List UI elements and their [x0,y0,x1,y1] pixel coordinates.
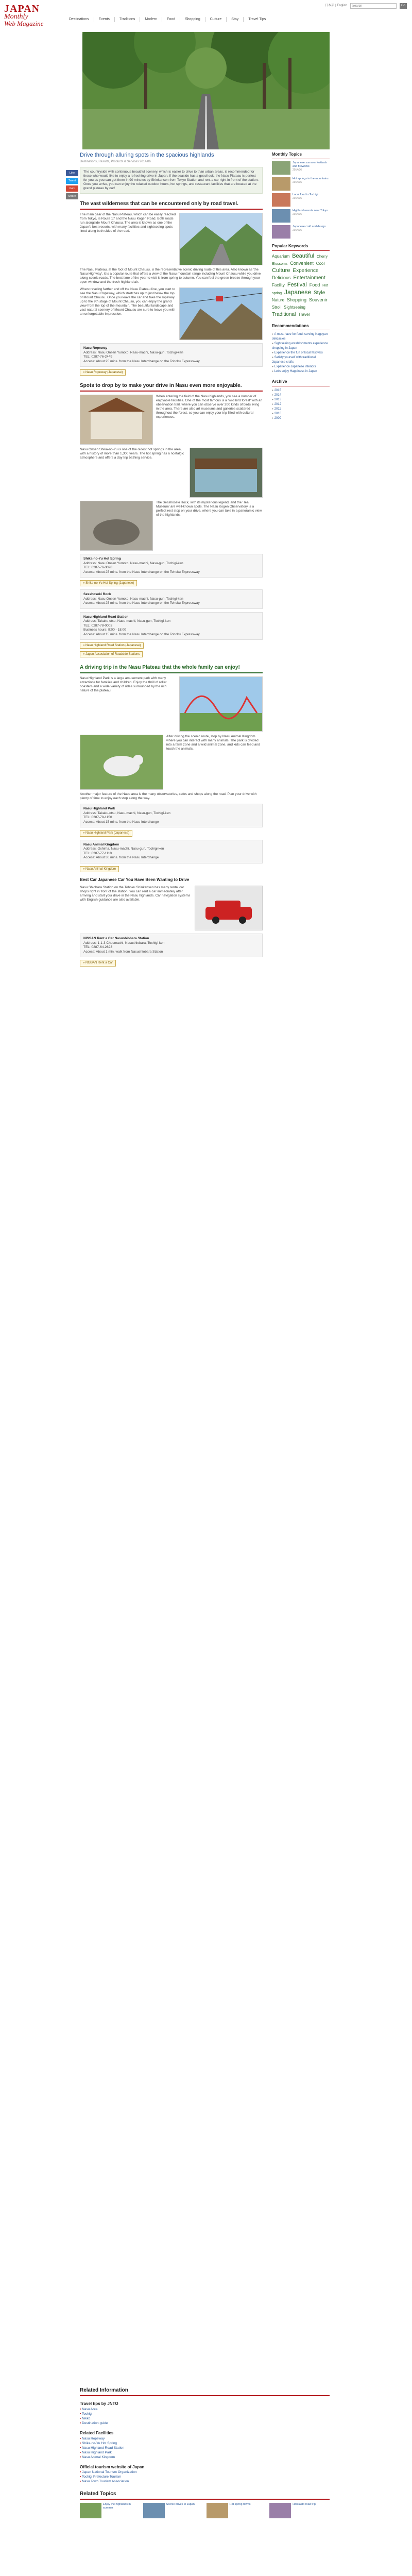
topic-item[interactable] [272,225,330,239]
info-line: Access: About 15 mins. from the Nasu Interchange [83,820,159,824]
article-intro: The countryside with continuous beautiful scenery, which is easier to drive to than urban areas, is recommended for those who would like to enjoy a refreshing drive in Japan. If the seaside has a good look, the Nasu Plateau is perfect for you as you can get there in 90 minutes by Shinkansen from Tokyo Station and rent a car right in front of the station. Once you arrive, you can enjoy the relaxed outdoor hours, hot springs, and restaurant facilities that are located at the grand plateau by car! [80,167,263,194]
related-link[interactable]: ▪ Nasu Highland Road Station [80,2446,330,2450]
keyword-link[interactable]: Festival [287,281,307,288]
topic-date: 2014/06 [293,196,302,200]
section-row [80,676,263,732]
search-input[interactable] [350,3,397,9]
tweet-button[interactable]: Tweet [66,178,78,184]
related-link[interactable]: ▪ Nasu Highland Park [80,2450,330,2455]
keyword-link[interactable]: Food [309,282,320,287]
logo-line-2: Monthly [4,13,28,21]
related-information [80,2380,330,2518]
info-line: Address: Takaku-otsu, Nasu-machi, Nasu-gun, Tochigi-ken [83,619,170,623]
info-line: Business hours: 9:00 - 18:00 [83,628,126,632]
recommendation-list [272,332,330,374]
related-topic-card[interactable] [143,2503,203,2518]
photo-highland-park [179,676,263,732]
topic-item[interactable] [272,193,330,207]
keyword-link[interactable]: Convenient [290,260,314,266]
photo-mountain-road [179,213,263,265]
related-topics [80,2503,330,2518]
topic-title: Enjoy the highlands in summer [103,2503,131,2510]
recommendation-link[interactable]: ▸ Experience the fun of local festivals [272,351,330,355]
related-topic-card[interactable] [269,2503,330,2518]
keyword-link[interactable]: Cherry Blossoms [272,255,328,266]
share-button[interactable]: Share [66,193,78,199]
sidebar-heading: Archive [272,379,330,386]
like-button[interactable]: Like [66,170,78,176]
related-link[interactable]: ▪ Nasu Area [80,2407,330,2412]
subsection-heading: Official tourism website of Japan [80,2464,145,2469]
keyword-link[interactable]: Delicious [272,275,291,280]
section-heading: Related Information [80,2387,330,2396]
info-box [80,589,263,609]
subsection-heading: Related Facilities [80,2430,114,2435]
paragraph: After driving the scenic route, stop by Nasu Animal Kingdom where you can interact with many animals. The park is divided into a farm zone and a wild animal zone, and kids can feed and touch the animals. [166,735,260,751]
section-row [80,287,263,340]
keyword-link[interactable]: Travel [298,312,310,317]
subsection-heading: Best Car Japanese Car You Have Been Wanting to Drive [80,877,190,882]
topic-thumbnail [269,2503,291,2518]
photo-ropeway [179,287,263,340]
info-line: Access: About 25 mins. from the Nasu Interchange on the Tohoku Expressway [83,570,200,574]
info-line: Access: About 15 mins. from the Nasu Interchange on the Tohoku Expressway [83,632,200,636]
language-switch[interactable]: 日本語 | English [325,4,347,8]
external-link-button[interactable]: » Nasu Ropeway (Japanese) [80,369,126,376]
info-line: Access: About 30 mins. from the Nasu Interchange [83,856,159,860]
google-plus-button[interactable]: G+1 [66,185,78,192]
info-box [80,554,263,578]
section-row [80,213,263,265]
archive-year-link[interactable]: ▸ 2015 [272,388,330,393]
section-row [80,501,263,551]
keyword-link[interactable]: Shopping [286,297,307,302]
topic-thumbnail [80,2503,101,2518]
paragraph: The Nasu Plateau, at the foot of Mount Chausu, is the representative scenic driving route of this area. Also known as 'the Nasu Highway', it is a popular route that offers a view of the Nasu mountain range including Mount Chausu while you drive along scenic roads. The best time of the year to visit is from spring to autumn. You can feel the green breeze through your open window and the fresh highland air. [80,268,261,284]
keyword-link[interactable]: Japanese [284,288,312,296]
info-name: Nasu Animal Kingdom [83,842,119,846]
keyword-link[interactable]: Facility [272,282,285,287]
paragraph: Nasu Shiobara Station on the Tohoku Shinkansen has many rental car shops right in front of the station. You can rent a car immediately after arriving and start your drive in the Nasu highlands. Car navigation systems with English guidance are also available. [80,886,191,902]
external-link-button[interactable]: » NISSAN Rent a Car [80,960,116,966]
info-line: Address: Nasu Onsen Yumoto, Nasu-machi, Nasu-gun, Tochigi-ken [83,597,183,601]
info-line: Address: Takaku-otsu, Nasu-machi, Nasu-gun, Tochigi-ken [83,811,170,815]
related-link[interactable]: ▪ Tochigi Prefecture Tourism [80,2475,330,2479]
keyword-link[interactable]: Style [314,290,325,296]
recommendation-link[interactable]: ▸ Sightseeing establishments experience shopping in Japan [272,342,330,351]
nav-item[interactable]: Culture [205,17,227,22]
related-link[interactable]: ▪ Nasu Ropeway [80,2436,330,2441]
keyword-link[interactable]: Nature [272,297,285,302]
nav-item[interactable]: Shopping [180,17,205,22]
topic-title: Local food in Tochigi [293,193,318,196]
related-topic-card[interactable] [207,2503,267,2518]
topic-title: Hot springs in the mountains [293,177,329,180]
social-buttons [66,170,78,201]
nav-item[interactable]: Events [94,17,114,22]
nav-item[interactable]: Travel Tips [243,17,270,22]
article-meta: Destinations, Resorts, Products & Services 2014/06 [80,160,151,163]
topic-title: Japanese craft and design [293,225,326,228]
info-box [80,840,263,863]
site-logo[interactable] [4,4,61,27]
external-link-button[interactable]: » Japan Association of Roadside Stations [80,651,143,657]
nav-item[interactable]: Destinations [69,18,89,21]
info-name: Shika-no-Yu Hot Spring [83,557,121,561]
subsection-heading: Travel tips by JNTO [80,2401,118,2406]
info-line: TEL: 0287-76-3098 [83,566,113,570]
info-line: Address: Nasu Onsen Yumoto, Nasu-machi, Nasu-gun, Tochigi-ken [83,350,183,354]
recommendation-link[interactable]: ▸ Let's enjoy Happiness in Japan [272,369,330,374]
related-link[interactable]: ▪ Japan National Tourism Organization [80,2470,330,2475]
external-link-button[interactable]: » Shika-no-Yu Hot Spring (Japanese) [80,580,137,586]
keyword-link[interactable]: Aquarium [272,253,290,259]
related-link[interactable]: ▪ Shika-no-Yu Hot Spring [80,2441,330,2446]
info-line: Address: Oshima, Nasu-machi, Nasu-gun, Tochigi-ken [83,847,164,851]
photo-animal-kingdom [80,735,163,790]
sidebar-heading: Recommendations [272,324,330,331]
keyword-link[interactable]: Stroll [272,304,282,310]
topic-thumbnail [272,193,290,207]
nav-item[interactable]: Stay [226,17,243,22]
info-box [80,934,263,957]
info-line: TEL: 0287-64-2623 [83,945,113,950]
photo-museum [80,395,153,445]
topic-date: 2014/06 [293,180,302,184]
topic-date: 2014/06 [293,212,302,216]
info-box [80,612,263,640]
section-heading: A driving trip in the Nasu Plateau that the whole family can enjoy! [80,665,263,673]
info-line: TEL: 0287-76-2449 [83,355,113,359]
link-list [80,2436,330,2460]
related-link[interactable]: ▪ Nasu Town Tourism Association [80,2479,330,2484]
info-name: Nasu Ropeway [83,346,108,350]
paragraph: Nasu Onsen Shika-no-Yu is one of the oldest hot springs in the area, with a history of more than 1,300 years. The hot spring has a nostalgic atmosphere and offers a day trip bathing service. [80,448,184,460]
link-list [80,2470,330,2484]
topic-title: Hot spring towns [229,2503,251,2506]
topic-thumbnail [272,225,290,239]
hero-image [82,32,330,149]
section-heading: The vast wilderness that can be encountered only by road travel. [80,201,263,210]
section-row [80,395,263,445]
nav-item[interactable]: Food [162,17,180,22]
keyword-link[interactable]: Experience [293,267,319,274]
related-link[interactable]: ▪ Tochigi [80,2412,330,2416]
info-name: Nasu Highland Road Station [83,615,129,619]
sidebar-heading: Monthly Topics [272,152,330,159]
archive-year-link[interactable]: ▸ 2011 [272,407,330,412]
nav-item[interactable]: Traditions [114,17,140,22]
site-header [0,0,412,32]
keyword-link[interactable]: Hot spring [272,283,329,295]
related-link[interactable]: ▪ Nikko [80,2416,330,2421]
archive-year-link[interactable]: ▸ 2009 [272,416,330,421]
topic-title: Hokkaido road trip [293,2503,316,2506]
article [80,152,263,967]
keyword-cloud [272,253,330,318]
topic-title: Highland resorts near Tokyo [293,209,328,212]
info-line: Address: 1-1-3 Chuomachi, Nasushiobara, Tochigi-ken [83,941,165,945]
topic-thumbnail [207,2503,228,2518]
archive-year-link[interactable]: ▸ 2010 [272,412,330,416]
paragraph: When traveling farther and off the Nasu Plateau line, you start to see the Nasu Ropeway, which stretches up to just below the top of Mount Chausu. Once you leave the car and take the ropeway up to the 9th stage of Mount Chausu, you can enjoy the grand view from the top of the mountain. The beautiful landscape and vast natural scenery of Mount Chausu are sure to leave you with an unforgettable impression. [80,287,176,316]
logo-line-3: Web Magazine [4,20,44,27]
info-box [80,343,263,367]
topic-thumbnail [272,209,290,223]
topic-title: Japanese summer festivals and fireworks [293,161,327,168]
archive-list [272,388,330,421]
keyword-link[interactable]: Beautiful [292,252,315,259]
info-box [80,804,263,827]
paragraph: Nasu Highland Park is a large amusement park with many attractions for families and children. Enjoy the thrill of roller coasters and a wide variety of rides surrounded by the rich nature of the plateau. [80,676,167,693]
archive-year-link[interactable]: ▸ 2014 [272,393,330,398]
topic-thumbnail [272,177,290,191]
topic-item[interactable] [272,161,330,175]
external-link-button[interactable]: » Nasu Highland Park (Japanese) [80,830,132,836]
related-topic-card[interactable] [80,2503,140,2518]
info-line: TEL: 0287-77-1110 [83,851,112,855]
topic-thumbnail [143,2503,165,2518]
photo-sesshoseki [80,501,153,551]
section-heading: Related Topics [80,2491,330,2500]
info-name: NISSAN Rent a Car Nasushiobara Station [83,937,149,941]
keyword-link[interactable]: Traditional [272,311,296,317]
topic-item[interactable] [272,177,330,191]
info-line: Address: Nasu Onsen Yumoto, Nasu-machi, Nasu-gun, Tochigi-ken [83,561,183,565]
info-line: TEL: 0287-78-1150 [83,816,112,820]
topic-title: Scenic drives in Japan [166,2503,195,2506]
info-line: TEL: 0287-78-0003 [83,623,113,628]
keyword-link[interactable]: Culture [272,267,290,274]
topic-date: 2014/06 [293,168,302,172]
info-name: Nasu Highland Park [83,807,115,811]
related-link[interactable]: ▪ Nasu Animal Kingdom [80,2455,330,2460]
sidebar [272,152,330,421]
paragraph: The main gear of the Nasu Plateau, which can be easily reached from Tokyo, is Route 17 and the Nasu Kogen Road. Both roads run alongside Mount Chausu. The area is known as one of the Japan's best resorts, with many facilities and sightseeing spots lined along both sides of the road. [80,213,176,233]
sidebar-heading: Popular Keywords [272,244,330,251]
info-line: Access: About 25 mins. from the Nasu Interchange on the Tohoku Expressway [83,601,200,605]
paragraph: Another major feature of the Nasu area is the many observatories, cafes and shops along the road. Plan your drive with plenty of time to enjoy each stop along the way. [80,792,257,801]
recommendation-link[interactable]: ▸ Experience Japanese interiors [272,365,330,369]
recommendation-link[interactable]: ▸ Satisfy yourself with traditional Japanese crafts [272,355,330,365]
header-tools [325,3,407,9]
keyword-link[interactable]: Cool [316,261,325,266]
info-name: Sesshoseki Rock [83,592,111,597]
paragraph: The Sesshoseki Rock, with its mysterious legend, and the 'Tea Museum' are well-known spots. The Nasu Kogen Observatory is a perfect rest stop on your drive, where you can take in a panoramic view of the highlands. [156,501,262,517]
section-row [80,735,263,790]
article-title: Drive through alluring spots in the spacious highlands [80,152,214,158]
main-nav [64,17,270,22]
external-link-button[interactable]: » Nasu Animal Kingdom [80,866,119,872]
photo-hot-spring [190,448,263,498]
link-list [80,2407,330,2426]
recommendation-link[interactable]: ▸ A must-have for food: serving Nagoyan delicacies [272,332,330,342]
logo-line-1: JAPAN [4,3,40,14]
photo-rental-car [195,886,263,930]
topic-thumbnail [272,161,290,175]
info-line: Access: About 1 min. walk from Nasushiobara Station [83,950,163,954]
topic-date: 2014/06 [293,228,302,232]
search-button[interactable]: Go [400,3,407,9]
archive-year-link[interactable]: ▸ 2013 [272,398,330,402]
keyword-link[interactable]: Souvenir [308,297,328,302]
nav-item[interactable]: Modern [140,17,162,22]
related-link[interactable]: ▪ Destination guide [80,2421,330,2426]
keyword-link[interactable]: Entertainment [293,275,325,281]
external-link-button[interactable]: » Nasu Highland Road Station (Japanese) [80,642,144,649]
section-row [80,886,263,930]
section-row [80,448,263,498]
topic-item[interactable] [272,209,330,223]
paragraph: When entering the field of the Nasu highlands, you see a number of enjoyable facilities. One of the most famous is a 'wild bird forest' with an observation trail, where you can observe over 200 kinds of birds living in the area. There are also art museums and galleries scattered throughout the forest, so you can enjoy your trip filled with cultural experiences. [156,395,263,419]
section-heading: Spots to drop by to make your drive in Nasu even more enjoyable. [80,383,263,392]
keyword-link[interactable]: Sightseeing [284,304,305,310]
archive-year-link[interactable]: ▸ 2012 [272,402,330,407]
info-line: Access: About 25 mins. from the Nasu Interchange on the Tohoku Expressway [83,359,200,363]
